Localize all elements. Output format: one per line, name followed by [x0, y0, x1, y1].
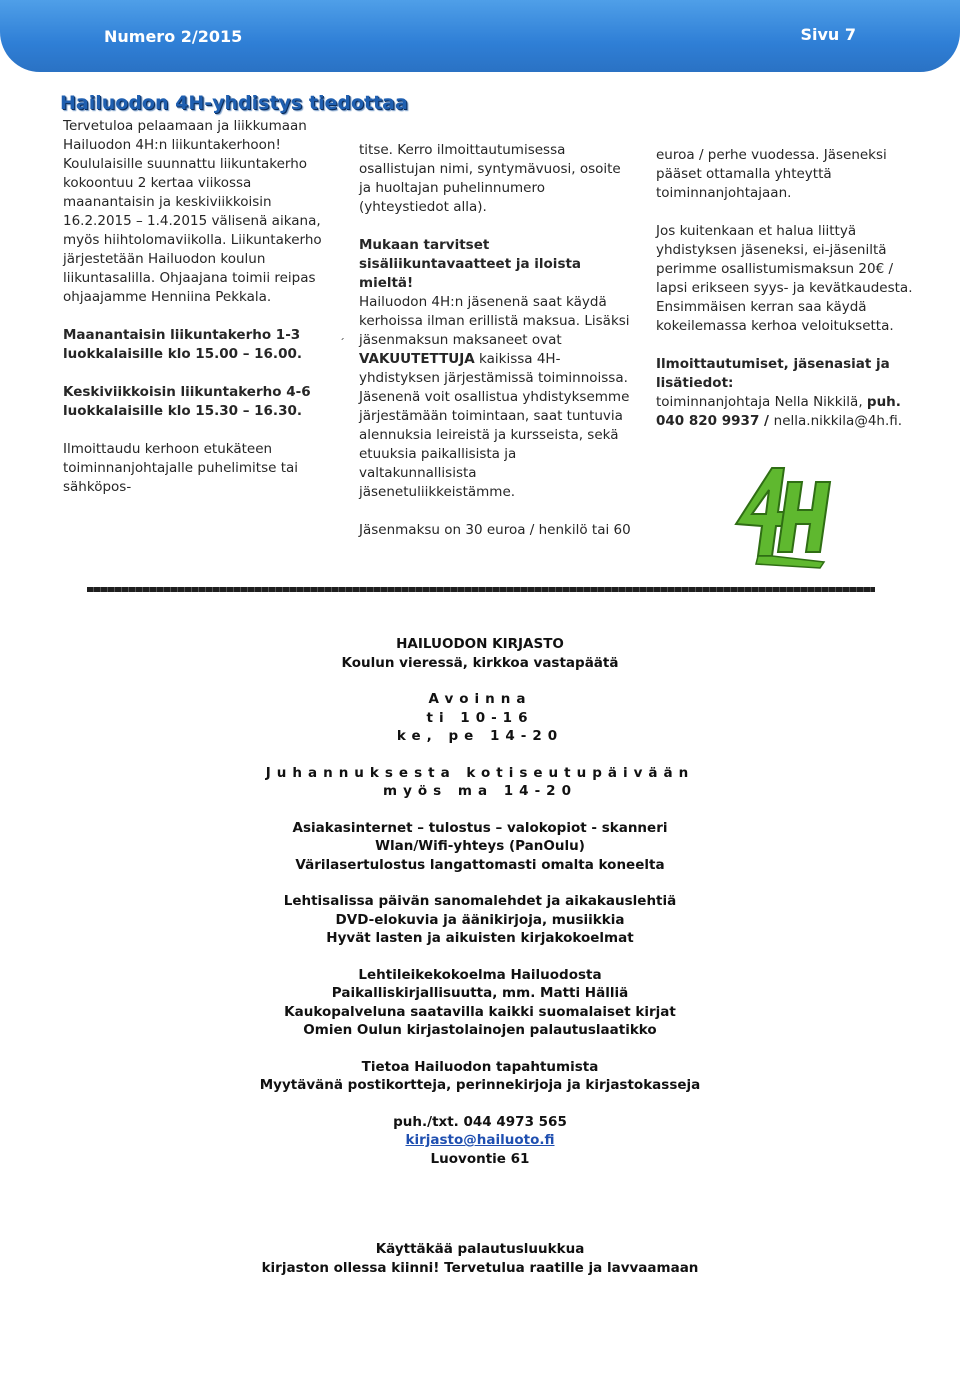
midsummer-monday: myös ma 14-20	[383, 783, 577, 799]
open-label: Avoinna	[428, 691, 532, 707]
spacer	[0, 1186, 960, 1240]
bring-heading: Mukaan tarvitset sisäliikuntavaatteet ja iloista mieltä!	[359, 237, 582, 291]
members-free-text: Hailuodon 4H:n jäsenenä saat käydä kerhoissa ilman erillistä maksua. Lisäksi jäsenmaksun maksaneet ovat	[359, 294, 630, 348]
article-column-2	[359, 141, 631, 540]
contact-phone: puh. 040 820 9937 /	[656, 394, 901, 429]
collection-item: Omien Oulun kirjastolainojen palautuslaatikko	[303, 1022, 657, 1038]
library-email-link[interactable]: kirjasto@hailuoto.fi	[405, 1132, 555, 1148]
section-divider	[87, 587, 875, 592]
signup-paragraph: Ilmoittaudu kerhoon etukäteen toiminnanjohtajalle puhelimitse tai sähköpos-	[63, 441, 299, 495]
section-title: Hailuodon 4H-yhdistys tiedottaa	[60, 92, 408, 114]
library-phone: puh./txt. 044 4973 565	[393, 1113, 567, 1130]
article-column-3	[656, 146, 916, 431]
event-item: Tietoa Hailuodon tapahtumista	[361, 1058, 599, 1075]
non-member-paragraph: Jos kuitenkaan et halua liittyä yhdistyksen jäseneksi, ei-jäseniltä perimme osallistumismaksun 20€ / lapsi erikseen syys- ja kevätkaudesta. Ensimmäisen kerran saa käydä kokeilemassa kerhoa veloituksetta.	[656, 223, 913, 334]
return-box-note	[0, 1240, 960, 1277]
hours-wed-fri: ke, pe 14-20	[396, 728, 564, 744]
service-item: Wlan/Wifi-yhteys (PanOulu)	[375, 838, 585, 854]
collection-item: Lehtileikekokoelma Hailuodosta	[358, 966, 602, 983]
4h-logo	[728, 452, 843, 572]
media-list	[0, 892, 960, 948]
service-item: Asiakasinternet – tulostus – valokopiot - skanneri	[292, 819, 668, 836]
media-item: Hyvät lasten ja aikuisten kirjakokoelmat	[326, 930, 634, 946]
library-address: Luovontie 61	[430, 1150, 530, 1167]
stray-mark: ´	[341, 336, 345, 350]
membership-paragraph	[359, 293, 631, 388]
midsummer-line: Juhannuksesta kotiseutupäivään	[265, 764, 695, 781]
collection-item: Kaukopalveluna saatavilla kaikki suomalaiset kirjat	[284, 1003, 676, 1020]
contact-name: toiminnanjohtaja Nella Nikkilä,	[656, 394, 867, 410]
wednesday-schedule: Keskiviikkoisin liikuntakerho 4-6 luokkalaisille klo 15.30 – 16.30.	[63, 384, 311, 419]
monday-schedule: Maanantaisin liikuntakerho 1-3 luokkalaisille klo 15.00 – 16.00.	[63, 327, 302, 362]
midsummer-hours	[0, 764, 960, 801]
services-list	[0, 819, 960, 875]
intro-paragraph: Tervetuloa pelaamaan ja liikkumaan Hailuodon 4H:n liikuntakerhoon! Koululaisille suunnattu liikuntakerho kokoontuu 2 kertaa viikossa maanantaisin ja keskiviikkoisin 16.2.2015 – 1.4.2015 välisenä aikana, myös hiihtolomaviikolla. Liikuntakerho järjestetään Hailuodon koulun liikuntasalilla. Ohjaajana toimii reipas ohjaajamme Henniina Pekkala.	[63, 118, 322, 305]
event-item: Myytävänä postikortteja, perinnekirjoja ja kirjastokasseja	[259, 1077, 701, 1093]
collection-item: Paikalliskirjallisuutta, mm. Matti Hälliä	[331, 985, 629, 1001]
library-heading	[0, 635, 960, 672]
hours-tuesday: ti 10-16	[426, 709, 534, 726]
insured-text: VAKUUTETTUJA	[359, 351, 475, 367]
member-benefits: Jäsenenä voit osallistua yhdistyksemme järjestämään toimintaan, saat tuntuvia alennuksia leireistä ja kursseista, sekä etuuksia paikallisista ja valtakunnallisista jäsenetuliikkeistämme.	[359, 389, 630, 500]
library-hours	[0, 690, 960, 746]
library-notice	[0, 635, 960, 1277]
closed-note-line: kirjaston ollessa kiinni! Tervetulua raatille ja lavvaamaan	[261, 1259, 699, 1276]
signup-continued: titse. Kerro ilmoittautumisessa osallistujan nimi, syntymävuosi, osoite ja huoltajan puhelinnumero (yhteystiedot alla).	[359, 142, 621, 215]
contact-email: nella.nikkila@4h.fi.	[773, 413, 903, 429]
return-box-line: Käyttäkää palautusluukkua	[375, 1241, 585, 1257]
article-column-1	[63, 117, 335, 497]
contact-heading: Ilmoittautumiset, jäsenasiat ja lisätiedot:	[656, 356, 890, 391]
page-number: Sivu 7	[800, 25, 856, 44]
issue-number: Numero 2/2015	[104, 27, 243, 46]
library-location: Koulun vieressä, kirkkoa vastapäätä	[341, 654, 619, 671]
contact-details	[656, 393, 916, 431]
events-list	[0, 1058, 960, 1095]
library-contact	[0, 1113, 960, 1169]
insured-rest-text: kaikissa 4H-yhdistyksen järjestämissä toiminnoissa.	[359, 351, 628, 386]
service-item: Värilasertulostus langattomasti omalta koneelta	[295, 856, 665, 873]
library-title: HAILUODON KIRJASTO	[396, 636, 564, 652]
fee-paragraph: Jäsenmaksu on 30 euroa / henkilö tai 60	[359, 522, 631, 538]
fee-continued: euroa / perhe vuodessa. Jäseneksi pääset ottamalla yhteyttä toiminnanjohtajaan.	[656, 147, 887, 201]
collections-list	[0, 966, 960, 1040]
media-item: Lehtisalissa päivän sanomalehdet ja aikakauslehtiä	[283, 893, 677, 909]
media-item: DVD-elokuvia ja äänikirjoja, musiikkia	[335, 911, 625, 928]
